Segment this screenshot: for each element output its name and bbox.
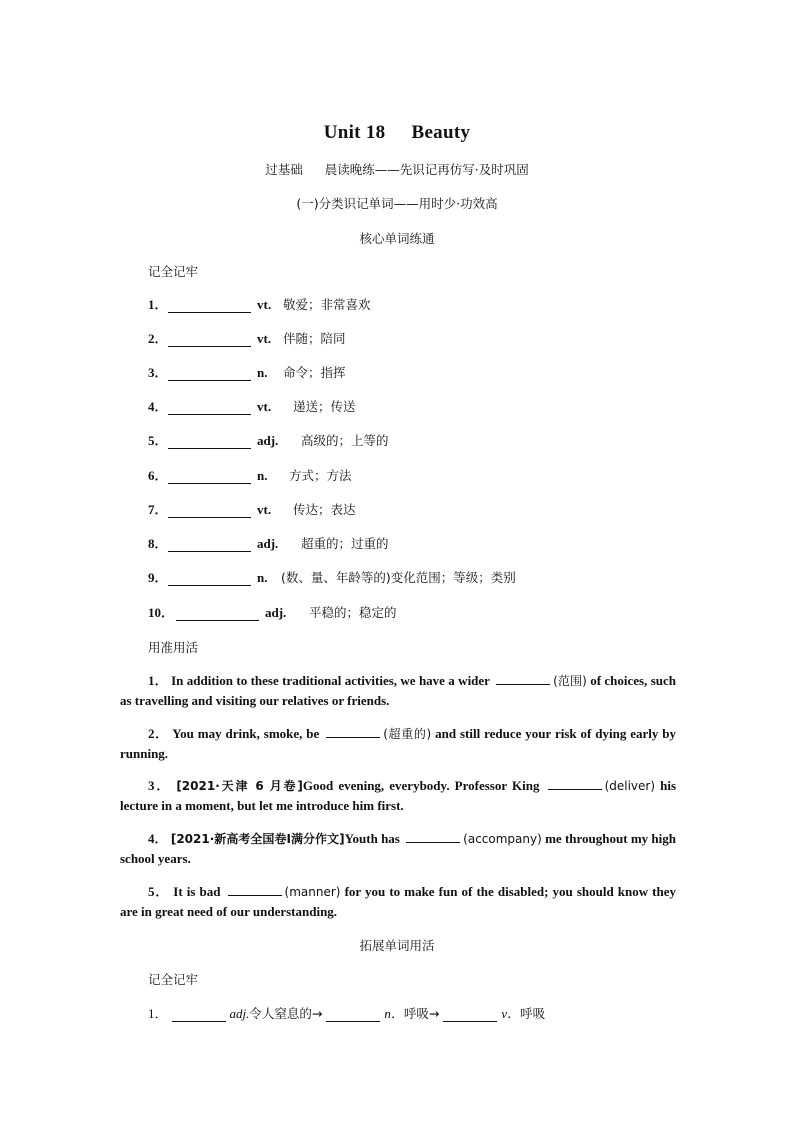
word-meaning: 递送；传送 — [293, 399, 356, 414]
answer-blank[interactable] — [168, 400, 251, 415]
vocab-number: 6． — [148, 468, 168, 483]
part-of-speech: adj. — [265, 605, 287, 620]
noun-label: n． — [384, 1006, 404, 1021]
vocab-row — [148, 431, 389, 449]
sentence-text-before: You may drink, smoke, be — [172, 726, 320, 741]
vocab-row — [148, 568, 516, 586]
extended-item — [148, 1003, 545, 1022]
sentence-text-before: It is bad — [173, 884, 221, 899]
part-of-speech: n. — [257, 468, 268, 483]
sentence-number: 3． — [148, 778, 172, 793]
part-of-speech: vt. — [257, 331, 272, 346]
sentence-hint: (超重的) — [383, 727, 432, 741]
adj-meaning: 令人窒息的→ — [249, 1006, 323, 1021]
vocab-row — [148, 295, 371, 313]
vocab-number: 4． — [148, 399, 168, 414]
answer-blank[interactable] — [548, 777, 602, 790]
word-meaning: 超重的；过重的 — [301, 536, 389, 551]
answer-blank[interactable] — [326, 725, 380, 738]
subtitle-part-a: 过基础 — [265, 162, 303, 177]
unit-title — [0, 122, 794, 144]
vocab-number: 8． — [148, 536, 168, 551]
vocab-row — [148, 329, 346, 347]
core-words-heading: 核心单词练通 — [359, 231, 435, 246]
exercise-sentence — [120, 671, 676, 711]
sentence-text-after: me throughout my high school years. — [120, 831, 677, 866]
sentence-source: [2021·新高考全国卷Ⅰ满分作文] — [170, 832, 345, 846]
sentence-number: 4． — [148, 831, 168, 846]
sentence-hint: (accompany) — [463, 832, 542, 846]
answer-blank[interactable] — [168, 537, 251, 552]
answer-blank[interactable] — [228, 883, 282, 896]
memorize-label: 记全记牢 — [148, 972, 199, 987]
subtitle-line — [0, 160, 794, 178]
vocab-number: 9． — [148, 570, 168, 585]
unit-number: Unit 18 — [323, 122, 386, 143]
vocab-number: 7． — [148, 502, 168, 517]
sentence-text-after: of choices, such as travelling and visiting our relatives or friends. — [120, 673, 677, 708]
verb-label: v． — [501, 1006, 521, 1021]
exercise-sentence — [120, 882, 676, 922]
answer-blank[interactable] — [443, 1009, 497, 1022]
vocab-number: 2． — [148, 331, 168, 346]
word-meaning: 敬爱；非常喜欢 — [283, 297, 371, 312]
exercise-sentence — [120, 724, 676, 764]
vocab-row — [148, 363, 346, 381]
answer-blank[interactable] — [168, 503, 251, 518]
sentence-number: 2． — [148, 726, 169, 741]
answer-blank[interactable] — [168, 366, 251, 381]
part-of-speech: n. — [257, 365, 268, 380]
sentence-text-before: Good evening, everybody. Professor King — [302, 778, 540, 793]
word-meaning: 方式；方法 — [289, 468, 352, 483]
noun-meaning: 呼吸→ — [403, 1006, 440, 1021]
vocab-number: 5． — [148, 433, 168, 448]
subtitle-part-b: 晨读晚练——先识记再仿写·及时巩固 — [324, 162, 529, 177]
use-label: 用准用活 — [148, 640, 199, 655]
sentence-hint: (范围) — [553, 674, 587, 688]
part-of-speech: vt. — [257, 502, 272, 517]
sentence-hint: (deliver) — [604, 779, 656, 793]
sentence-text-before: Youth has — [344, 831, 400, 846]
word-meaning: 命令；指挥 — [283, 365, 346, 380]
extended-number: 1． — [148, 1006, 168, 1021]
word-meaning: 高级的；上等的 — [301, 433, 389, 448]
vocab-row — [148, 603, 397, 621]
sentence-text-after: for you to make fun of the disabled; you should know they are in great need of our understanding. — [120, 884, 677, 919]
answer-blank[interactable] — [168, 298, 251, 313]
exercise-sentence — [120, 776, 676, 816]
answer-blank[interactable] — [326, 1009, 380, 1022]
part-of-speech: n. — [257, 570, 268, 585]
sentence-source: [2021·天津 6 月卷] — [176, 779, 303, 793]
part-of-speech: adj. — [257, 433, 279, 448]
section-heading: (一)分类识记单词——用时少·功效高 — [296, 196, 498, 211]
vocab-row — [148, 466, 352, 484]
sentence-text-after: and still reduce your risk of dying early by running. — [120, 726, 676, 761]
sentence-number: 5． — [148, 884, 170, 899]
word-meaning: 平稳的；稳定的 — [309, 605, 397, 620]
exercise-sentence — [120, 829, 676, 869]
word-meaning: 伴随；陪同 — [283, 331, 346, 346]
sentence-hint: (manner) — [284, 885, 341, 899]
vocab-row — [148, 500, 356, 518]
answer-blank[interactable] — [172, 1009, 226, 1022]
sentence-text-after: his lecture in a moment, but let me introduce him first. — [120, 778, 677, 813]
verb-meaning: 呼吸 — [520, 1006, 546, 1021]
adj-label: adj. — [229, 1006, 250, 1021]
extended-words-heading: 拓展单词用活 — [359, 938, 435, 953]
answer-blank[interactable] — [406, 830, 460, 843]
part-of-speech: vt. — [257, 399, 272, 414]
answer-blank[interactable] — [168, 571, 251, 586]
part-of-speech: vt. — [257, 297, 272, 312]
answer-blank[interactable] — [168, 332, 251, 347]
vocab-row — [148, 397, 356, 415]
vocab-number: 3． — [148, 365, 168, 380]
memorize-label: 记全记牢 — [148, 264, 199, 279]
answer-blank[interactable] — [176, 606, 259, 621]
vocab-row — [148, 534, 389, 552]
vocab-number: 1． — [148, 297, 168, 312]
word-meaning: 传达；表达 — [293, 502, 356, 517]
answer-blank[interactable] — [168, 434, 251, 449]
unit-topic: Beauty — [411, 122, 471, 143]
sentence-number: 1． — [148, 673, 168, 688]
sentence-text-before: In addition to these traditional activities, we have a wider — [171, 673, 490, 688]
vocab-number: 10． — [148, 605, 175, 620]
word-meaning: (数、量、年龄等的)变化范围；等级；类别 — [281, 570, 516, 585]
answer-blank[interactable] — [168, 469, 251, 484]
part-of-speech: adj. — [257, 536, 279, 551]
answer-blank[interactable] — [496, 672, 550, 685]
